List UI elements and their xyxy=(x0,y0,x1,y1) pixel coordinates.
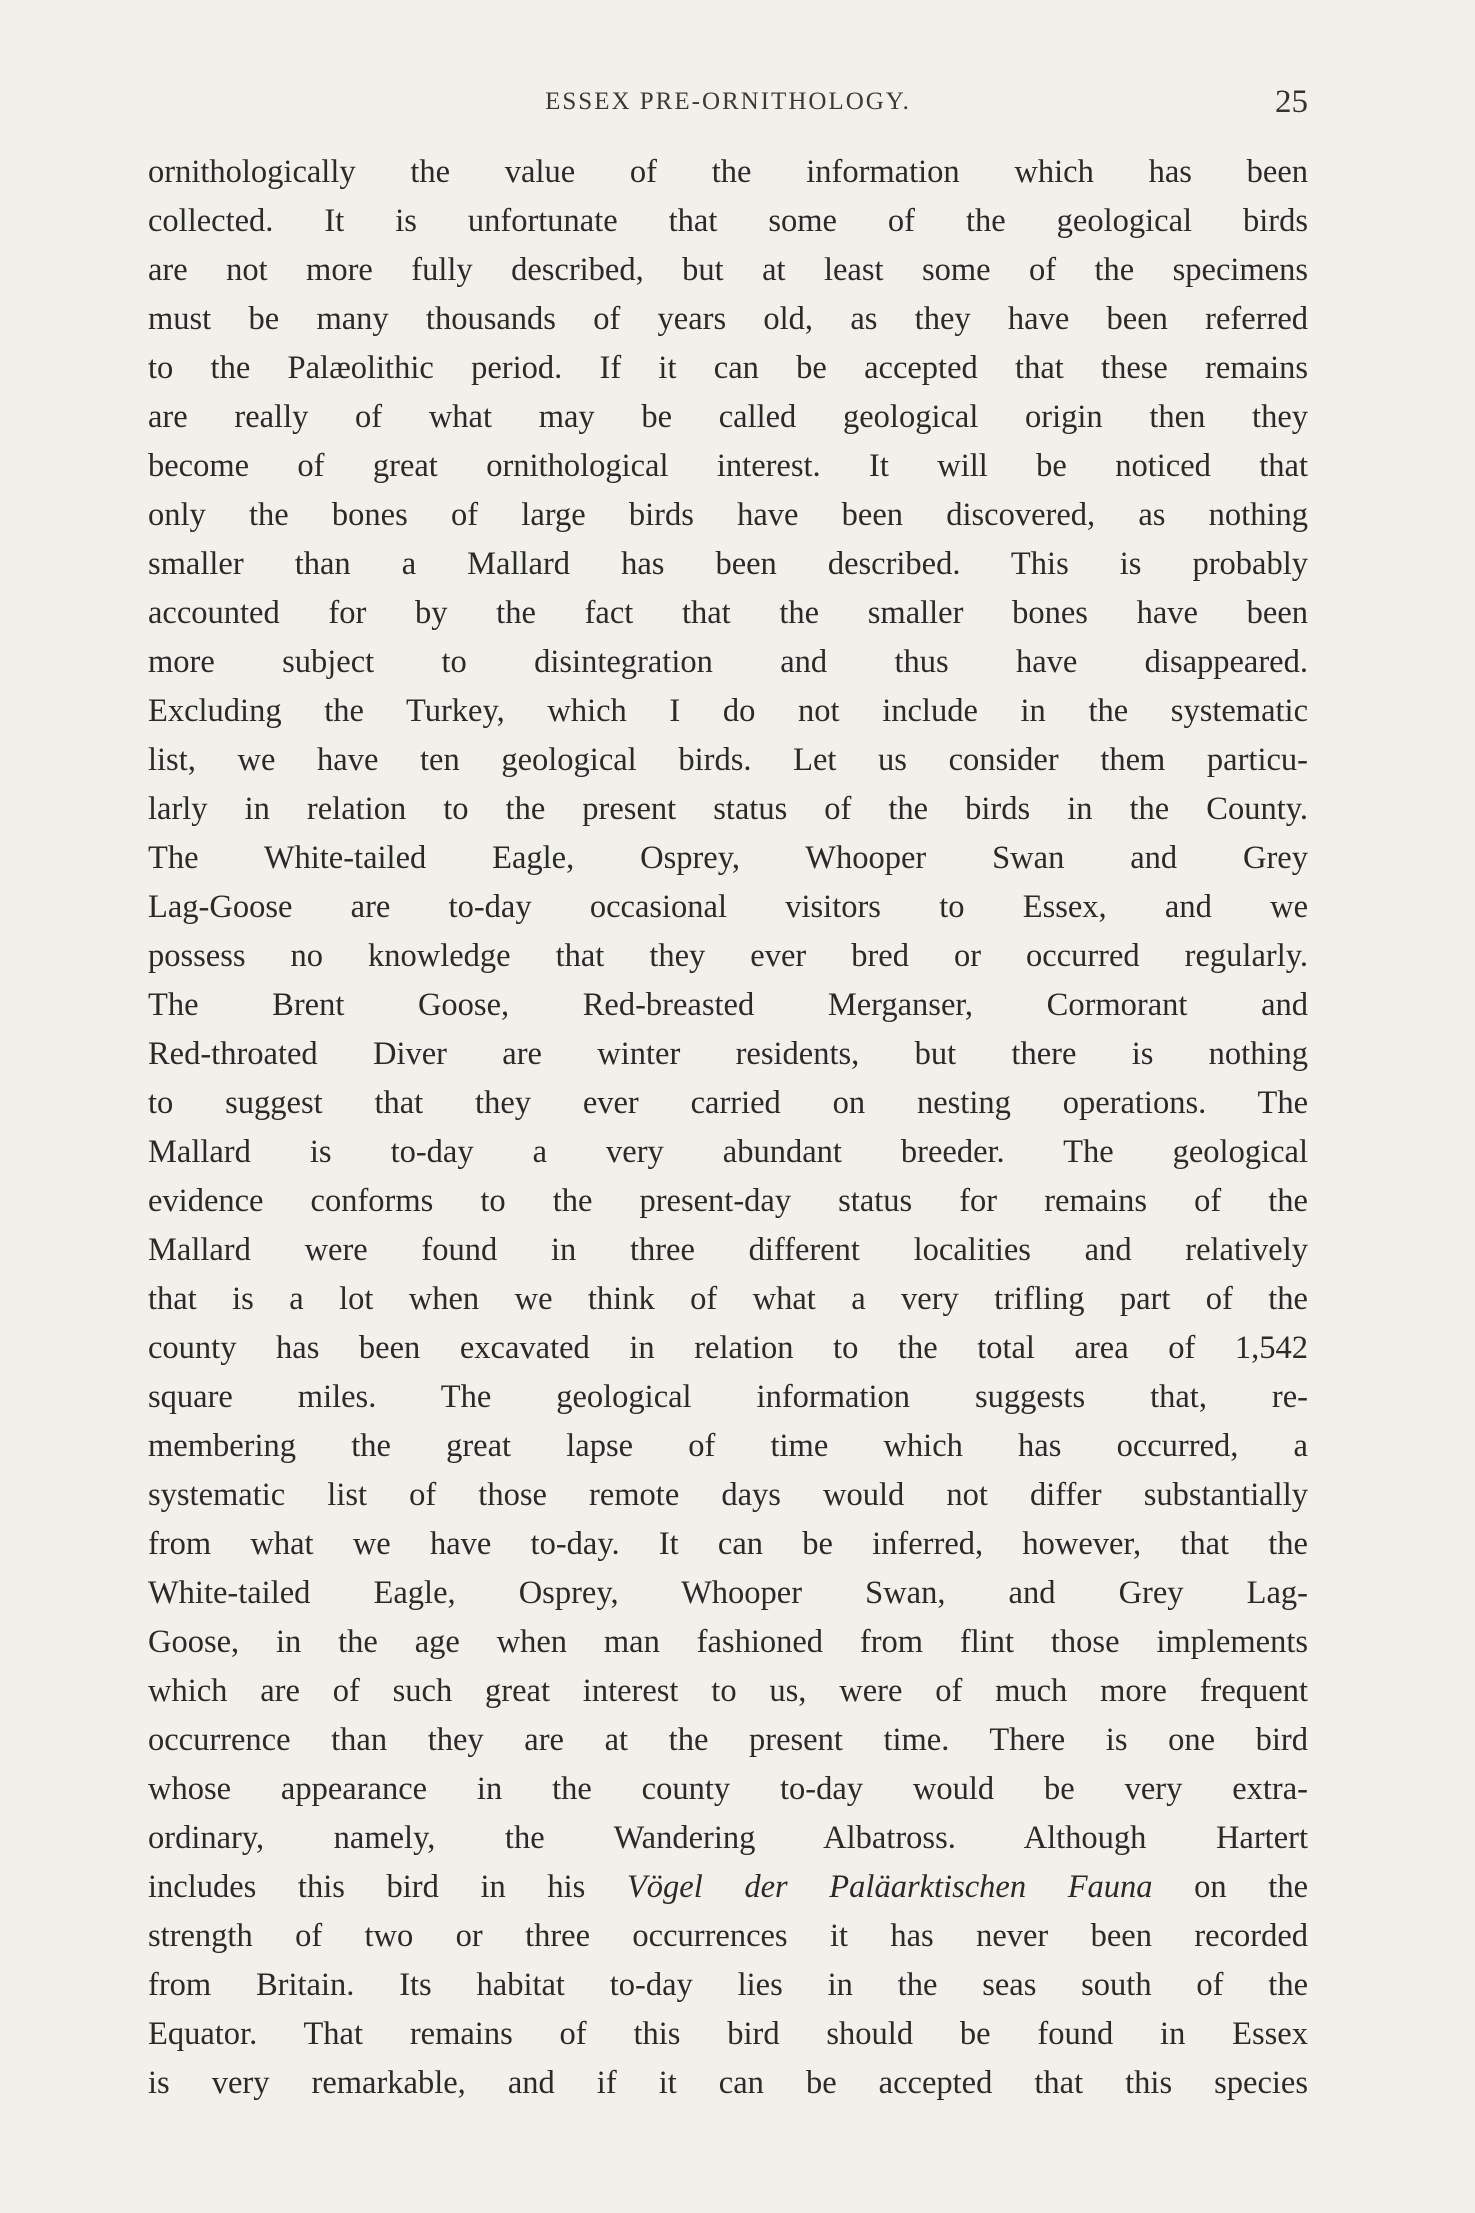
running-title: ESSEX PRE-ORNITHOLOGY. xyxy=(545,88,911,115)
text-run: only the bones of large birds have been discovered, as nothing xyxy=(148,497,1308,533)
text-line xyxy=(148,1373,1308,1422)
text-run: which are of such great interest to us, were of much more frequent xyxy=(148,1673,1308,1709)
text-run: is very remarkable, and if it can be accepted that this species xyxy=(148,2065,1308,2101)
text-line xyxy=(148,1471,1308,1520)
text-run: White-tailed Eagle, Osprey, Whooper Swan, and Grey Lag- xyxy=(148,1575,1308,1611)
text-line xyxy=(148,1226,1308,1275)
text-line xyxy=(148,491,1308,540)
text-line xyxy=(148,2059,1308,2108)
text-line xyxy=(148,638,1308,687)
text-run: includes this bird in his xyxy=(148,1869,627,1905)
text-line xyxy=(148,148,1308,197)
text-run: occurrence than they are at the present time. There is one bird xyxy=(148,1722,1308,1758)
text-run: ornithologically the value of the information which has been xyxy=(148,154,1308,190)
text-run: from Britain. Its habitat to-day lies in the seas south of the xyxy=(148,1967,1308,2003)
text-line xyxy=(148,1716,1308,1765)
text-line xyxy=(148,589,1308,638)
running-head xyxy=(148,84,1308,124)
body-text xyxy=(148,148,1308,2108)
text-run: to suggest that they ever carried on nesting operations. The xyxy=(148,1085,1308,1121)
text-run: Red-throated Diver are winter residents, but there is nothing xyxy=(148,1036,1308,1072)
text-line xyxy=(148,295,1308,344)
text-run: must be many thousands of years old, as they have been referred xyxy=(148,301,1308,337)
text-line xyxy=(148,197,1308,246)
text-line xyxy=(148,1177,1308,1226)
text-run: Mallard were found in three different localities and relatively xyxy=(148,1232,1308,1268)
text-line xyxy=(148,932,1308,981)
text-line xyxy=(148,1030,1308,1079)
page-number: 25 xyxy=(1275,84,1308,120)
text-run: that is a lot when we think of what a very trifling part of the xyxy=(148,1281,1308,1317)
text-line xyxy=(148,1618,1308,1667)
text-run: Lag-Goose are to-day occasional visitors to Essex, and we xyxy=(148,889,1308,925)
text-line xyxy=(148,1912,1308,1961)
text-run: systematic list of those remote days would not differ substantially xyxy=(148,1477,1308,1513)
text-line xyxy=(148,736,1308,785)
text-line xyxy=(148,246,1308,295)
text-run: county has been excavated in relation to the total area of 1,542 xyxy=(148,1330,1308,1366)
text-run: are not more fully described, but at least some of the specimens xyxy=(148,252,1308,288)
text-run: square miles. The geological information suggests that, re- xyxy=(148,1379,1308,1415)
text-line xyxy=(148,344,1308,393)
text-run: ordinary, namely, the Wandering Albatross. Although Hartert xyxy=(148,1820,1308,1856)
text-run: Goose, in the age when man fashioned from flint those implements xyxy=(148,1624,1308,1660)
text-run: from what we have to-day. It can be inferred, however, that the xyxy=(148,1526,1308,1562)
text-run: possess no knowledge that they ever bred or occurred regularly. xyxy=(148,938,1308,974)
text-run: become of great ornithological interest. It will be noticed that xyxy=(148,448,1308,484)
text-line xyxy=(148,2010,1308,2059)
text-line xyxy=(148,1275,1308,1324)
text-run: whose appearance in the county to-day would be very extra- xyxy=(148,1771,1308,1807)
text-run: Equator. That remains of this bird should be found in Essex xyxy=(148,2016,1308,2052)
text-run: strength of two or three occurrences it has never been recorded xyxy=(148,1918,1308,1954)
text-run: collected. It is unfortunate that some of the geological birds xyxy=(148,203,1308,239)
text-run: The Brent Goose, Red-breasted Merganser, Cormorant and xyxy=(148,987,1308,1023)
text-run: smaller than a Mallard has been described. This is probably xyxy=(148,546,1308,582)
text-line xyxy=(148,540,1308,589)
text-run: on the xyxy=(1152,1869,1308,1905)
text-line xyxy=(148,1520,1308,1569)
text-line xyxy=(148,1422,1308,1471)
text-run: membering the great lapse of time which has occurred, a xyxy=(148,1428,1308,1464)
text-line xyxy=(148,442,1308,491)
text-line xyxy=(148,883,1308,932)
text-run: accounted for by the fact that the smaller bones have been xyxy=(148,595,1308,631)
text-line xyxy=(148,785,1308,834)
text-line xyxy=(148,1667,1308,1716)
text-line xyxy=(148,1765,1308,1814)
italic-book-title: Vögel der Paläarktischen Fauna xyxy=(626,1869,1153,1905)
text-line xyxy=(148,1324,1308,1373)
text-line xyxy=(148,981,1308,1030)
text-line xyxy=(148,1079,1308,1128)
text-run: list, we have ten geological birds. Let us consider them particu- xyxy=(148,742,1308,778)
text-line xyxy=(148,1961,1308,2010)
text-line xyxy=(148,1814,1308,1863)
text-run: Excluding the Turkey, which I do not include in the systematic xyxy=(148,693,1308,729)
text-run: Mallard is to-day a very abundant breeder. The geological xyxy=(148,1134,1308,1170)
text-line xyxy=(148,687,1308,736)
text-run: to the Palæolithic period. If it can be accepted that these remains xyxy=(148,350,1308,386)
text-run: are really of what may be called geological origin then they xyxy=(148,399,1308,435)
text-line xyxy=(148,393,1308,442)
text-run: larly in relation to the present status of the birds in the County. xyxy=(148,791,1308,827)
text-line xyxy=(148,834,1308,883)
text-line xyxy=(148,1569,1308,1618)
text-line xyxy=(148,1863,1308,1912)
text-run: more subject to disintegration and thus have disappeared. xyxy=(148,644,1308,680)
text-line xyxy=(148,1128,1308,1177)
text-run: The White-tailed Eagle, Osprey, Whooper Swan and Grey xyxy=(148,840,1308,876)
text-run: evidence conforms to the present-day status for remains of the xyxy=(148,1183,1308,1219)
